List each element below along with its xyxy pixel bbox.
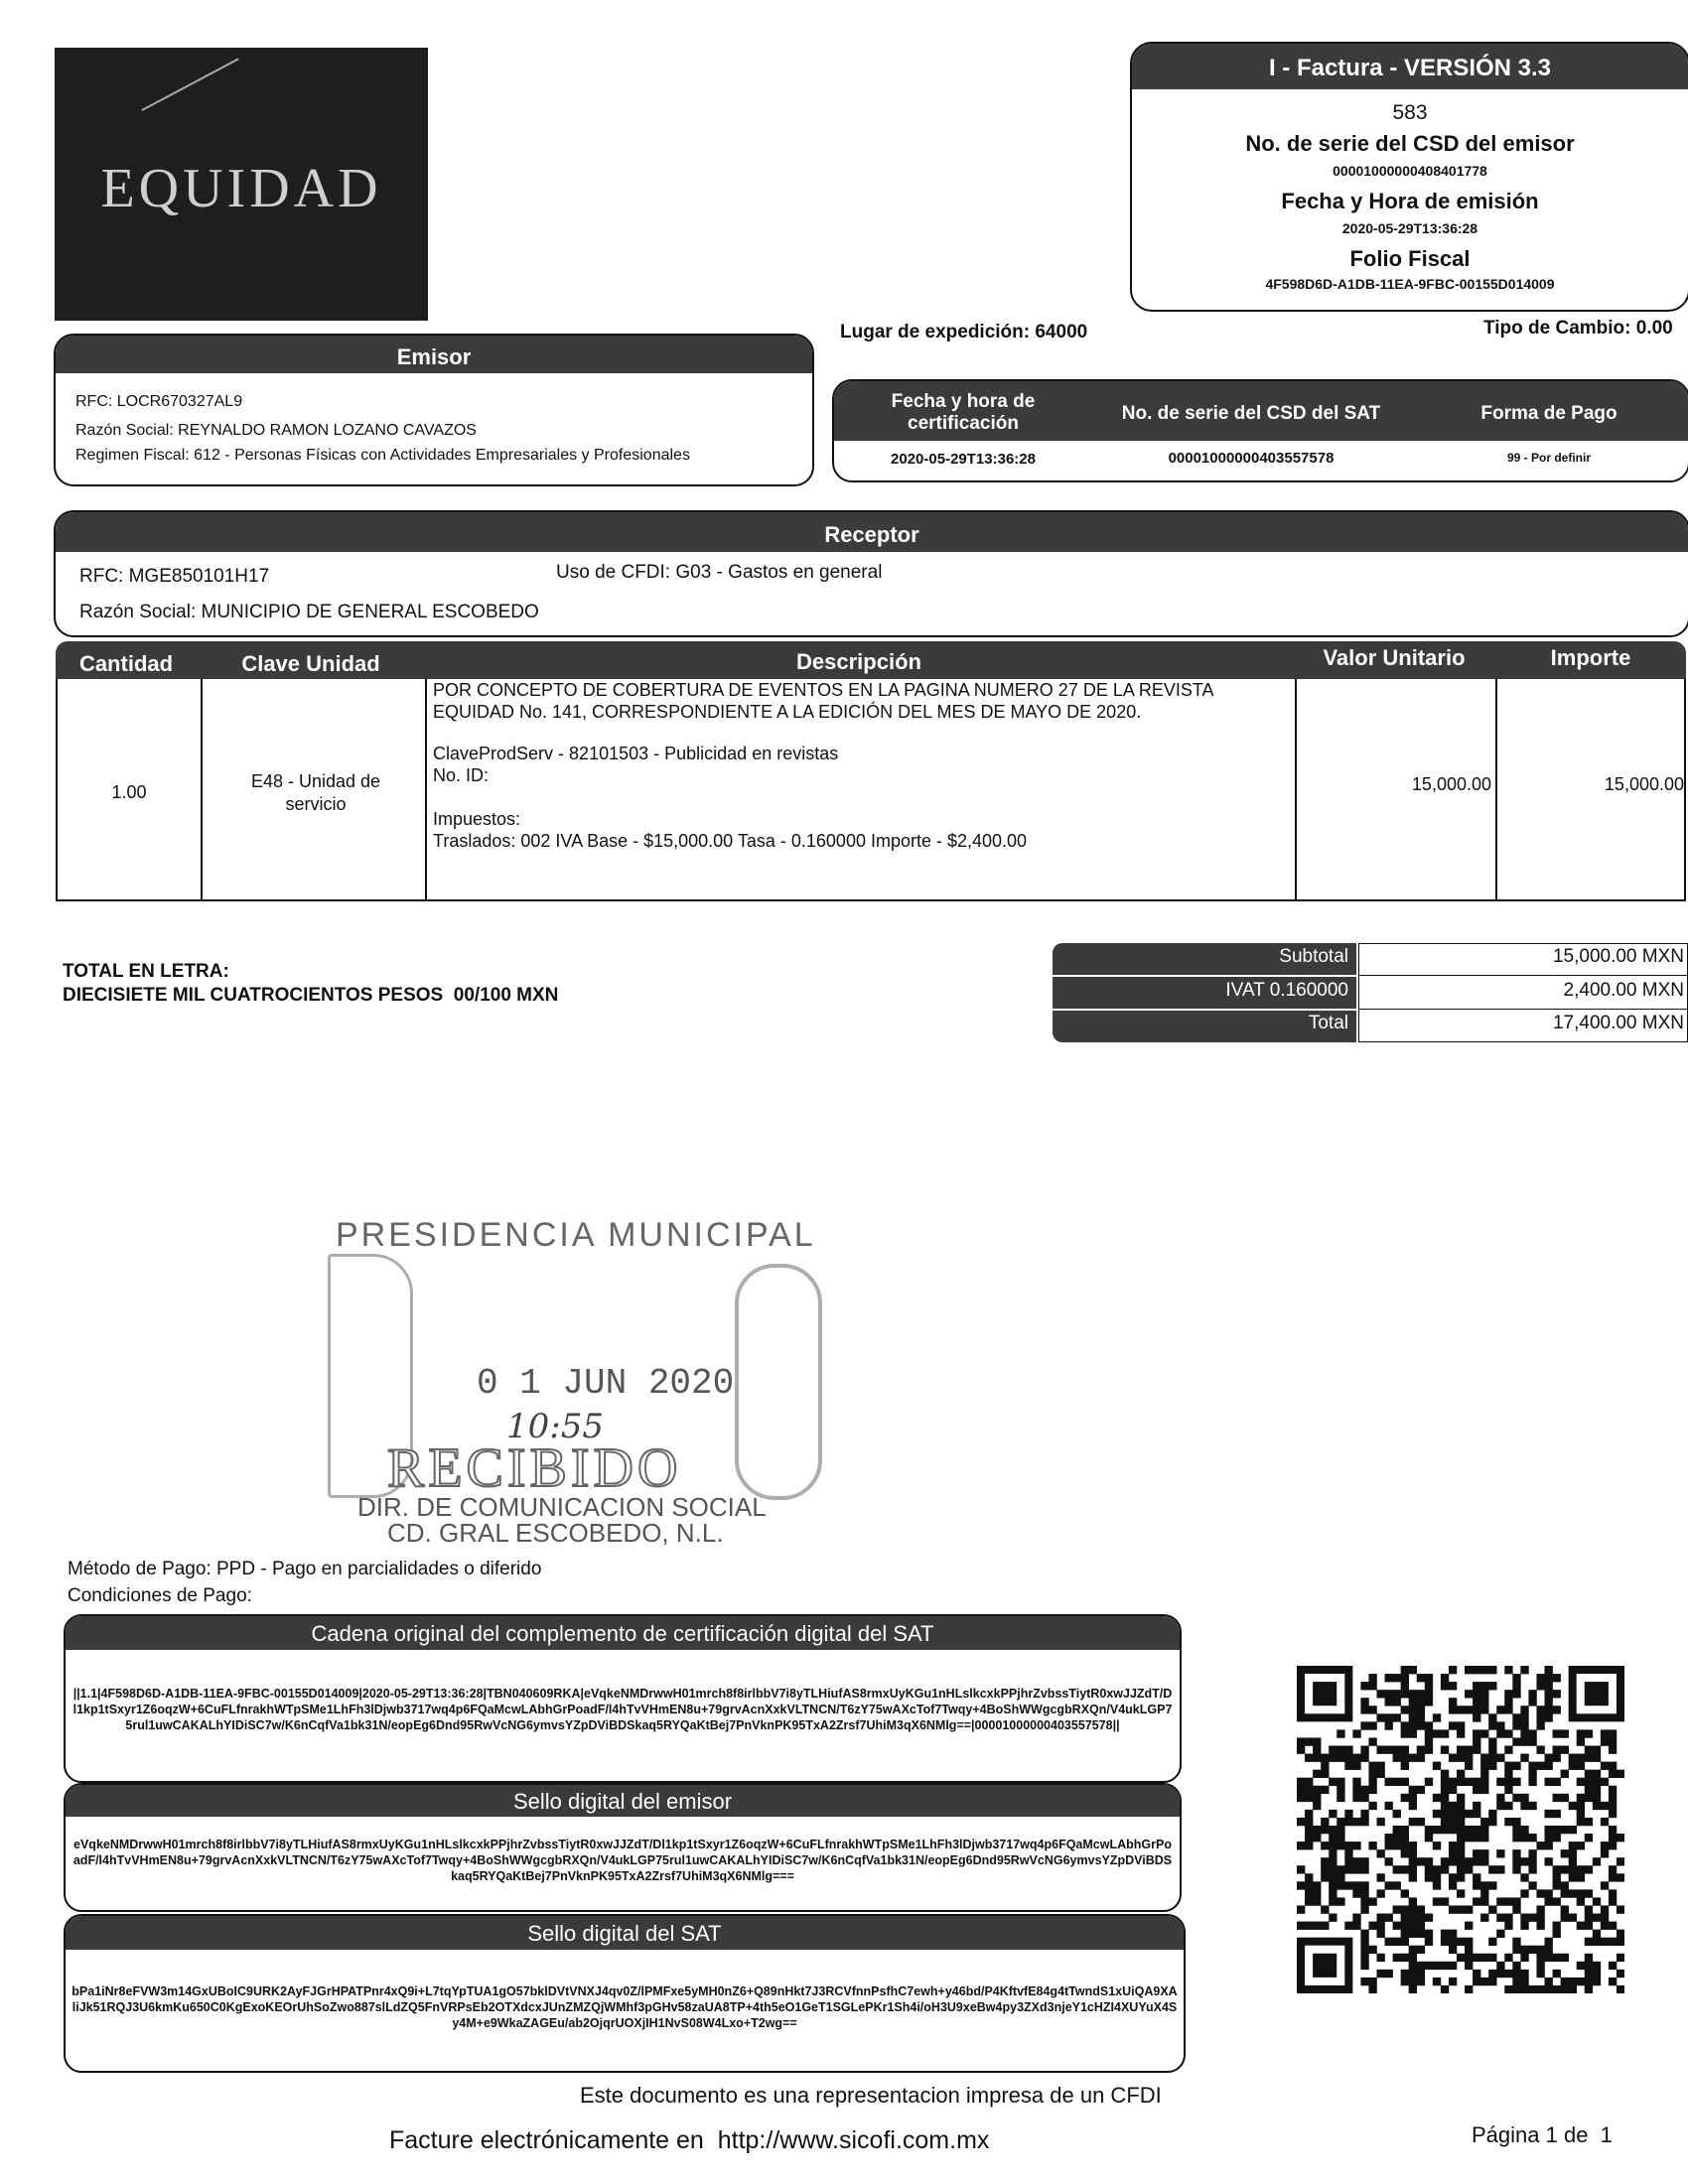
stamp-letter-o — [735, 1264, 822, 1500]
cert-col2-value: 00001000000403557578 — [1168, 450, 1335, 467]
col-divider — [1295, 679, 1297, 899]
cadena-text: ||1.1|4F598D6D-A1DB-11EA-9FBC-00155D014009|2020-05-29T13:36:28|TBN040609RKA|eVqkeNMDrwwH01mrch8f8irlbbV7i8yTLHiufAS8rmxUyKGu1nHLslkcxkPPjhrZvbssTiytR0xwJJZdT/Dl1kp1tSxyr1Z6oqzW+6CuFLfnrakhWTpSMe1LhFh3lDjwb3717wq4p6FQaMcwLAbhGrPoadF/l4hTvVHmEN8u+79grvAcnXxkVLTNCN/T6zY75wAXcTof7Twqy+4BoShWWgcgbRXQn/V4ukLGP75rul1uwCAKALhYIDiSC7w/K6nCqfVa1bk31N/eopEg6Dnd95RwVcNG6ymvsYZpDViBDSkaq5RYQaKtBej7PnVknPK95TxA2Zrsf7UhiM3qX6NMlg==|00001000000403557578|| — [72, 1687, 1173, 1732]
csd-emisor-value: 00001000000408401778 — [1333, 163, 1487, 179]
sello-sat-text: bPa1iNr8eFVW3m14GxUBoIC9URK2AyFJGrHPATPnr4xQ9i+L7tqYpTUA1gO57bklDVtVNXJ4qv0Z/lPMFxe5yMH0nZ6+Q89nHkt7J3RCVfnnPsfhC7ewh+y46bd/P4KftvfE84g4tTwndS1xUiQA9XAliJk51RQJ3U6kmKu650C0KgExoKEOrUhSoZwo887slLdZQ5FnVRPsEb2OTXdcxJUnZMZQjWMhf3pGHv58zaUA8TP+4th5eO1GeT1SGLePKr1Sh4i/oH3U9xeBw4py3ZXd3njeY1cHZI4XUYuX4Sy4M+e9WkaZAGEu/ab2OjqrUOXjIH1NvS08W4Lxo+T2wg== — [71, 1984, 1178, 2030]
fecha-emision-label: Fecha y Hora de emisión — [1281, 189, 1539, 213]
cell-valor-unitario: 15,000.00 — [1411, 774, 1491, 794]
stamp-line2: CD. GRAL ESCOBEDO, N.L. — [387, 1518, 724, 1548]
stamp-word: RECIBIDO — [387, 1437, 682, 1499]
page-number: Página 1 de 1 — [1472, 2122, 1613, 2147]
col-divider — [1495, 679, 1497, 899]
total-letra-label: TOTAL EN LETRA: — [63, 961, 229, 982]
cert-col2-header: No. de serie del CSD del SAT — [1121, 403, 1381, 424]
cell-importe: 15,000.00 — [1604, 774, 1684, 794]
total-letra-value: DIECISIETE MIL CUATROCIENTOS PESOS 00/100 MXN — [63, 985, 559, 1006]
stamp-time: 10:55 — [506, 1407, 604, 1446]
folio-fiscal-label: Folio Fiscal — [1349, 246, 1471, 271]
qr-code-graphic — [1297, 1666, 1624, 1993]
cfdi-folio: 583 — [1392, 101, 1428, 124]
col-divider — [201, 679, 203, 899]
qr-finder — [1313, 1954, 1336, 1978]
total-label: Total — [1308, 1013, 1348, 1033]
recibido-stamp — [328, 1216, 824, 1548]
cell-cantidad: 1.00 — [111, 782, 147, 802]
qr-finder — [1313, 1682, 1336, 1706]
desc-impuestos: Impuestos: — [433, 809, 521, 829]
cell-descripcion — [433, 679, 1289, 852]
total-value: 17,400.00 MXN — [1552, 1013, 1684, 1033]
subtotal-label: Subtotal — [1279, 946, 1348, 967]
stamp-line1: DIR. DE COMUNICACION SOCIAL — [357, 1492, 767, 1522]
iva-label: IVAT 0.160000 — [1225, 980, 1348, 1001]
company-logo — [55, 48, 428, 321]
th-clave-unidad: Clave Unidad — [241, 651, 380, 676]
receptor-rfc: RFC: MGE850101H17 — [79, 566, 270, 587]
totals-divider — [1358, 1009, 1688, 1010]
totals-divider — [1358, 975, 1688, 976]
folio-fiscal-value: 4F598D6D-A1DB-11EA-9FBC-00155D014009 — [1265, 276, 1555, 292]
stamp-date: 0 1 JUN 2020 — [477, 1363, 735, 1404]
csd-emisor-label: No. de serie del CSD del emisor — [1245, 131, 1575, 156]
cert-col1-header: Fecha y hora de certificación — [891, 391, 1036, 434]
stamp-top: PRESIDENCIA MUNICIPAL — [336, 1216, 816, 1254]
desc-claveprodserv: ClaveProdServ - 82101503 - Publicidad en revistas — [433, 744, 839, 763]
logo-text: EQUIDAD — [100, 158, 382, 219]
cadena-original-box — [64, 1614, 1182, 1783]
certificacion-box — [832, 379, 1688, 482]
th-cantidad: Cantidad — [78, 651, 174, 676]
desc-concepto: POR CONCEPTO DE COBERTURA DE EVENTOS EN LA PAGINA NUMERO 27 DE LA REVISTA EQUIDAD No. 141, CORRESPONDIENTE A LA EDICIÓN DEL MES DE MAYO DE 2020. — [433, 680, 1213, 722]
concepts-table — [56, 641, 1686, 903]
receptor-box — [54, 510, 1688, 637]
col-divider — [425, 679, 427, 899]
condiciones-pago: Condiciones de Pago: — [68, 1585, 252, 1606]
desc-traslados: Traslados: 002 IVA Base - $15,000.00 Tasa - 0.160000 Importe - $2,400.00 — [433, 831, 1028, 851]
tipo-cambio: Tipo de Cambio: 0.00 — [1483, 318, 1673, 339]
emisor-rfc: RFC: LOCR670327AL9 — [75, 393, 243, 410]
totals-divider — [1053, 1009, 1356, 1011]
totals-divider — [1053, 975, 1356, 977]
iva-value: 2,400.00 MXN — [1563, 980, 1684, 1001]
receptor-header: Receptor — [56, 512, 1688, 552]
emisor-box — [54, 334, 814, 486]
fecha-emision-value: 2020-05-29T13:36:28 — [1341, 220, 1478, 236]
emisor-razon: Razón Social: REYNALDO RAMON LOZANO CAVAZOS — [75, 422, 477, 439]
sello-emisor-box — [64, 1783, 1182, 1912]
facture-link[interactable]: Facture electrónicamente en http://www.sicofi.com.mx — [389, 2126, 990, 2154]
table-row — [56, 679, 1686, 901]
desc-no-id: No. ID: — [433, 765, 490, 785]
sello-sat-header: Sello digital del SAT — [66, 1916, 1184, 1950]
emisor-regimen: Regimen Fiscal: 612 - Personas Físicas con Actividades Empresariales y Profesionales — [75, 447, 690, 464]
cert-col3-header: Forma de Pago — [1480, 403, 1618, 424]
qr-finder — [1585, 1682, 1609, 1706]
sello-emisor-text: eVqkeNMDrwwH01mrch8f8irlbbV7i8yTLHiufAS8rmxUyKGu1nHLslkcxkPPjhrZvbssTiytR0xwJJZdT/Dl1kp1tSxyr1Z6oqzW+6CuFLfnrakhWTpSMe1LhFh3lDjwb3717wq4p6FQaMcwLAbhGrPoadF/l4hTvVHmEN8u+79grvAcnXxkVLTNCN/T6zY75wAXcTof7Twqy+4BoShWWgcgbRXQn/V4ukLGP75rul1uwCAKALhYIDiSC7w/K6nCqfVa1bk31N/eopEg6Dnd95RwVcNG6ymvsYZpDViBDSkaq5RYQaKtBej7PnVknPK95TxA2Zrsf7UhiM3qX6NMlg=== — [72, 1838, 1173, 1883]
cadena-header: Cadena original del complemento de certificación digital del SAT — [66, 1616, 1180, 1650]
totals-block — [1053, 943, 1688, 1042]
cell-clave-unidad: E48 - Unidad de servicio — [250, 771, 381, 814]
cert-col1-value: 2020-05-29T13:36:28 — [891, 451, 1036, 468]
th-valor-unitario: Valor Unitario — [1323, 645, 1466, 670]
qr-code — [1297, 1666, 1624, 1993]
lugar-expedicion: Lugar de expedición: 64000 — [840, 322, 1088, 342]
logo-stroke — [142, 58, 239, 110]
cert-col3-value: 99 - Por definir — [1506, 451, 1592, 465]
sello-sat-box — [64, 1914, 1186, 2073]
th-importe: Importe — [1550, 645, 1631, 670]
receptor-razon: Razón Social: MUNICIPIO DE GENERAL ESCOBEDO — [79, 602, 539, 622]
cfdi-title: I - Factura - VERSIÓN 3.3 — [1132, 44, 1688, 89]
emisor-header: Emisor — [56, 336, 812, 373]
cfdi-box — [1130, 42, 1688, 312]
sello-emisor-header: Sello digital del emisor — [66, 1785, 1180, 1817]
th-descripcion: Descripción — [796, 649, 921, 674]
receptor-uso: Uso de CFDI: G03 - Gastos en general — [556, 562, 883, 583]
cfdi-note: Este documento es una representacion impresa de un CFDI — [580, 2083, 1162, 2108]
metodo-pago: Método de Pago: PPD - Pago en parcialidades o diferido — [68, 1559, 542, 1579]
subtotal-value: 15,000.00 MXN — [1552, 946, 1684, 967]
